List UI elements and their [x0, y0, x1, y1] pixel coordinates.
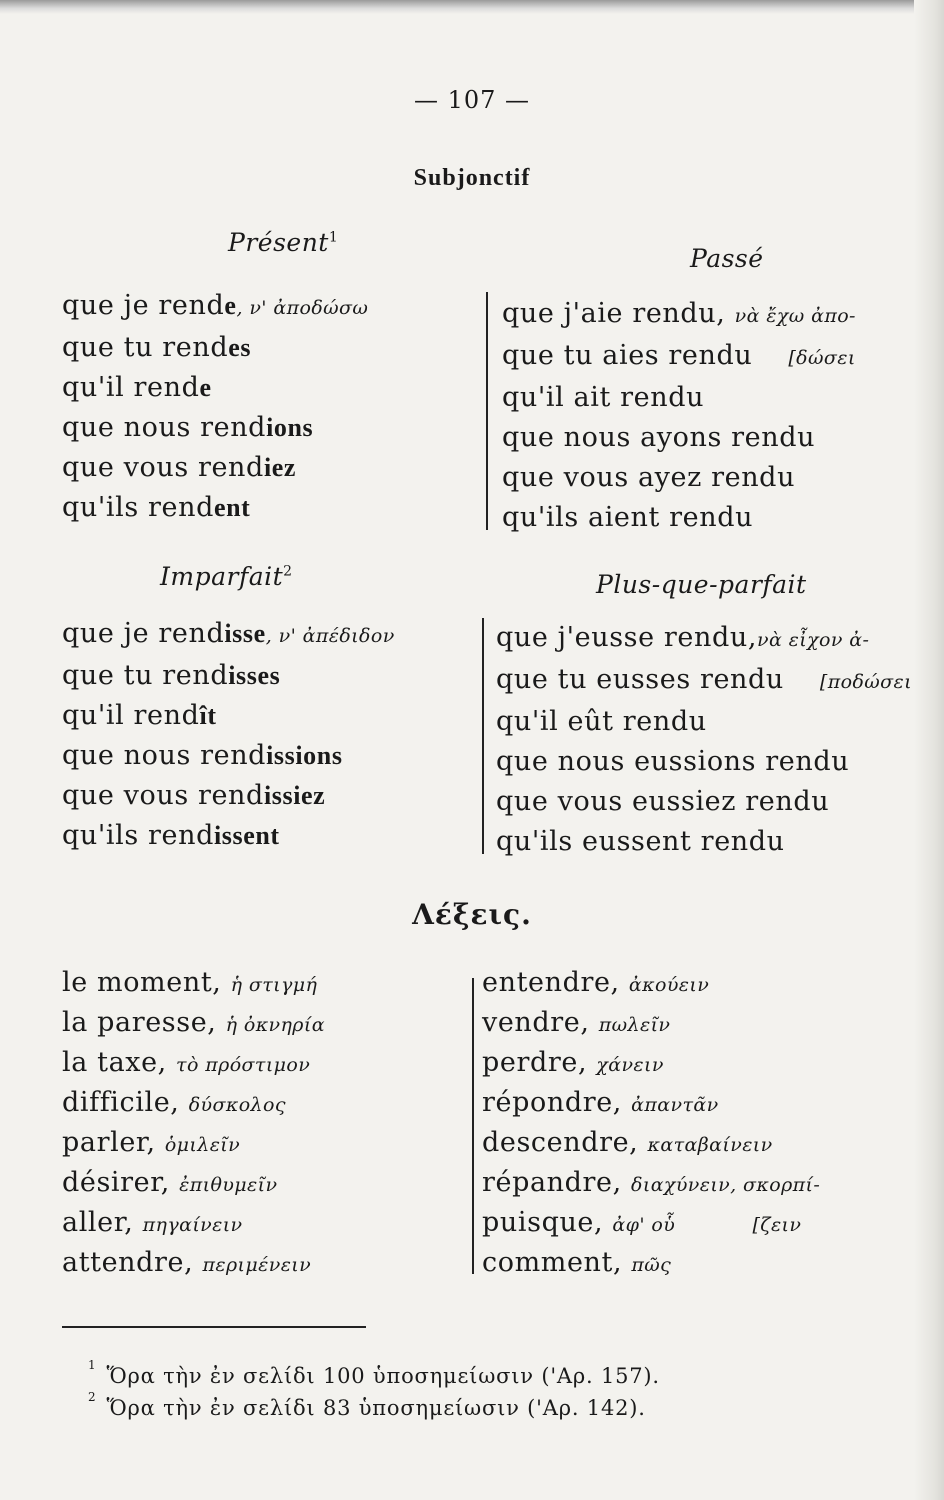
verb-ending: issions	[266, 741, 343, 770]
passe-line	[502, 336, 856, 378]
verb-stem: que vous rend	[62, 780, 264, 811]
column-divider	[486, 292, 488, 530]
verb-ending: ît	[199, 701, 217, 730]
greek-word: τὸ πρόστιμον	[176, 1054, 311, 1076]
passe-line	[502, 378, 856, 418]
vocabulary-item	[62, 1124, 325, 1164]
french-word: la paresse,	[62, 1007, 226, 1038]
plusqueparfait-conjugation	[496, 618, 912, 862]
greek-word: ὁμιλεῖν	[164, 1134, 241, 1156]
vocabulary-item	[62, 1204, 325, 1244]
greek-translation: [ποδώσει	[819, 671, 912, 693]
section-title: Subjonctif	[413, 165, 531, 191]
verb-stem: que tu rend	[62, 332, 229, 363]
french-word: désirer,	[62, 1167, 180, 1198]
greek-word: χάνειν	[596, 1054, 664, 1076]
plusqueparfait-line	[496, 618, 912, 660]
verb-ending: isse	[224, 619, 266, 648]
verb-stem: qu'il rend	[62, 372, 200, 403]
french-word: répandre,	[482, 1167, 631, 1198]
verb-ending: ions	[266, 413, 314, 442]
vocabulary-item	[62, 1044, 325, 1084]
verb-form: que tu eusses rendu	[496, 664, 784, 695]
imparfait-note-ref: 2	[283, 563, 293, 580]
page-binding-shadow	[914, 0, 944, 1500]
greek-word: ἡ ὀκνηρία	[225, 1014, 325, 1036]
imparfait-line	[62, 816, 395, 856]
vocabulary-item	[482, 1084, 820, 1124]
greek-word: ἡ στιγμή	[230, 974, 318, 996]
verb-ending: e	[199, 373, 212, 402]
passe-conjugation	[502, 294, 856, 538]
plusqueparfait-line	[496, 742, 912, 782]
imparfait-line	[62, 776, 395, 816]
plusqueparfait-line	[496, 660, 912, 702]
footnote-1: $^1$ Ὅρα τὴν ἐν σελίδι 100 ὑποσημείωσιν ('Αρ. 157).	[88, 1358, 660, 1388]
french-word: perdre,	[482, 1047, 597, 1078]
verb-stem: qu'il rend	[62, 700, 200, 731]
verb-ending: iez	[263, 453, 297, 482]
greek-word: περιμένειν	[202, 1254, 312, 1276]
imparfait-conjugation	[62, 614, 395, 856]
verb-form: que vous eussiez rendu	[496, 786, 830, 817]
vocabulary-item	[482, 1204, 820, 1244]
vocabulary-item	[482, 1164, 820, 1204]
vocabulary-left-list	[62, 964, 325, 1284]
verb-form: que vous ayez rendu	[502, 462, 796, 493]
greek-word: καταβαίνειν	[647, 1134, 773, 1156]
greek-word: πῶς	[631, 1254, 672, 1276]
verb-form: qu'ils eussent rendu	[496, 826, 785, 857]
greek-word: πωλεῖν	[598, 1014, 671, 1036]
greek-word: ἐπιθυμεῖν	[179, 1174, 278, 1196]
imparfait-line	[62, 614, 395, 656]
verb-stem: que nous rend	[62, 412, 267, 443]
vocabulary-item	[62, 1084, 325, 1124]
verb-stem: que je rend	[62, 618, 225, 649]
greek-word: ἀκούειν	[628, 974, 710, 996]
french-word: comment,	[482, 1247, 632, 1278]
french-word: le moment,	[62, 967, 231, 998]
vocabulary-item	[482, 1124, 820, 1164]
vocabulary-item	[482, 964, 820, 1004]
greek-translation: [δώσει	[788, 347, 856, 369]
verb-form: que nous ayons rendu	[502, 422, 816, 453]
french-word: difficile,	[62, 1087, 189, 1118]
passe-line	[502, 498, 856, 538]
vocabulary-item	[62, 964, 325, 1004]
footnote-2: $^2$ Ὅρα τὴν ἐν σελίδι 83 ὑποσημείωσιν ('Αρ. 142).	[88, 1390, 646, 1420]
vocabulary-item	[62, 1164, 325, 1204]
passe-heading: Passé	[690, 244, 764, 273]
greek-translation: , ν' ἀπέδιδον	[265, 625, 395, 647]
vocabulary-item	[482, 1044, 820, 1084]
vocabulary-item	[482, 1004, 820, 1044]
greek-word: ἀφ' οὗ [ζειν	[612, 1214, 802, 1236]
footnote-rule	[62, 1326, 366, 1328]
verb-form: qu'il eût rendu	[496, 706, 707, 737]
vocabulary-item	[482, 1244, 820, 1284]
imparfait-line	[62, 656, 395, 696]
greek-word: ἀπαντᾶν	[631, 1094, 719, 1116]
vocabulary-title: Λέξεις.	[412, 898, 532, 931]
plusqueparfait-line	[496, 702, 912, 742]
imparfait-heading: Imparfait$^2$	[160, 562, 293, 591]
french-word: vendre,	[482, 1007, 599, 1038]
vocabulary-right-list	[482, 964, 820, 1284]
verb-ending: e	[224, 291, 237, 320]
verb-form: que j'eusse rendu,	[496, 622, 757, 653]
verb-form: qu'ils aient rendu	[502, 502, 754, 533]
greek-translation: , ν' ἀποδώσω	[236, 297, 369, 319]
verb-form: que tu aies rendu	[502, 340, 753, 371]
french-word: répondre,	[482, 1087, 632, 1118]
passe-line	[502, 294, 856, 336]
imparfait-line	[62, 736, 395, 776]
page-top-edge	[0, 0, 944, 14]
present-line	[62, 408, 368, 448]
present-line	[62, 368, 368, 408]
greek-translation: νὰ ἔχω ἀπο-	[734, 305, 856, 327]
verb-ending: es	[228, 333, 252, 362]
plusqueparfait-line	[496, 782, 912, 822]
vocabulary-item	[62, 1244, 325, 1284]
verb-stem: qu'ils rend	[62, 492, 214, 523]
verb-stem: qu'ils rend	[62, 820, 214, 851]
column-divider	[482, 618, 484, 854]
page-number: — 107 —	[413, 86, 531, 114]
verb-form: que nous eussions rendu	[496, 746, 850, 777]
verb-stem: que nous rend	[62, 740, 267, 771]
vocabulary-item	[62, 1004, 325, 1044]
plusqueparfait-line	[496, 822, 912, 862]
present-heading: Présent$^1$	[228, 228, 339, 257]
present-line	[62, 448, 368, 488]
plusqueparfait-heading: Plus-que-parfait	[596, 570, 807, 599]
present-line	[62, 286, 368, 328]
greek-word: διαχύνειν, σκορπί-	[631, 1174, 821, 1196]
french-word: la taxe,	[62, 1047, 177, 1078]
verb-stem: que vous rend	[62, 452, 264, 483]
french-word: entendre,	[482, 967, 629, 998]
verb-form: qu'il ait rendu	[502, 382, 705, 413]
passe-line	[502, 458, 856, 498]
present-note-ref: 1	[328, 229, 339, 246]
verb-ending: isses	[228, 661, 281, 690]
verb-ending: issent	[213, 821, 280, 850]
verb-stem: que je rend	[62, 290, 225, 321]
greek-word: δύσκολος	[188, 1094, 286, 1116]
verb-ending: ent	[213, 493, 251, 522]
verb-form: que j'aie rendu,	[502, 298, 735, 329]
imparfait-line	[62, 696, 395, 736]
french-word: puisque,	[482, 1207, 613, 1238]
present-line	[62, 328, 368, 368]
verb-stem: que tu rend	[62, 660, 229, 691]
verb-ending: issiez	[263, 781, 326, 810]
french-word: attendre,	[62, 1247, 203, 1278]
french-word: parler,	[62, 1127, 165, 1158]
greek-word: πηγαίνειν	[142, 1214, 243, 1236]
french-word: aller,	[62, 1207, 143, 1238]
greek-translation: νὰ εἶχον ἀ-	[757, 629, 870, 651]
column-divider	[472, 978, 474, 1274]
french-word: descendre,	[482, 1127, 648, 1158]
present-line	[62, 488, 368, 528]
passe-line	[502, 418, 856, 458]
present-conjugation	[62, 286, 368, 528]
